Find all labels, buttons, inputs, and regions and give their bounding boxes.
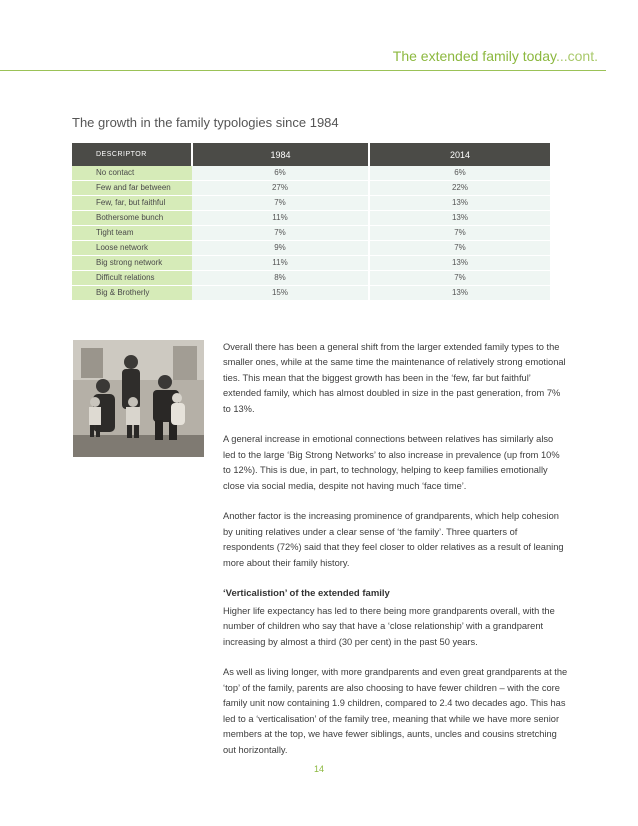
descriptor-cell: Tight team (72, 226, 192, 241)
body-text (223, 340, 568, 773)
value-1984-cell: 8% (192, 271, 369, 286)
value-1984-cell: 11% (192, 256, 369, 271)
table-row (72, 256, 550, 271)
value-1984-cell: 15% (192, 286, 369, 301)
paragraph-fewer-children: As well as living longer, with more grandparents and even great grandparents at the ‘top’ of the family, parents are also choosing to have fewer children – with the core family unit now containing 1.9 children, compared to 2.4 two decades ago. This has led to a ‘verticalisation’ of the family tree, meaning that while we have more senior members at the top, we have fewer siblings, aunts, uncles and cousins stretching out horizontally. (223, 667, 568, 755)
table-row (72, 226, 550, 241)
descriptor-cell: Difficult relations (72, 271, 192, 286)
descriptor-cell: Big strong network (72, 256, 192, 271)
table-row (72, 181, 550, 196)
table-row (72, 196, 550, 211)
family-photo (73, 340, 204, 457)
descriptor-cell: Big & Brotherly (72, 286, 192, 301)
table-row (72, 241, 550, 256)
subheading-verticalisation: ‘Verticalistion’ of the extended family (223, 588, 390, 600)
value-2014-cell: 13% (369, 286, 550, 301)
paragraph-emotional-connections: A general increase in emotional connections between relatives has similarly also led to the large ‘Big Strong Networks’ to also increase in prevalence (up from 10% to 12%). This is due, in part, to technology, helping to keep families emotionally close via social media, despite not having much ‘face time’. (223, 434, 560, 491)
table-row (72, 211, 550, 226)
descriptor-cell: Few, far, but faithful (72, 196, 192, 211)
descriptor-cell: No contact (72, 166, 192, 181)
column-header-2014: 2014 (369, 143, 550, 166)
column-header-1984: 1984 (192, 143, 369, 166)
header-title-suffix: ...cont. (555, 48, 598, 64)
value-2014-cell: 22% (369, 181, 550, 196)
value-1984-cell: 7% (192, 226, 369, 241)
header-title-main: The extended family today (392, 48, 556, 64)
paragraph-life-expectancy: Higher life expectancy has led to there being more grandparents overall, with the number of children who say that have a ‘close relationship’ with a grandparent increasing by almost a third (30 per cent) in the past 50 years. (223, 605, 555, 647)
descriptor-cell: Bothersome bunch (72, 211, 192, 226)
value-1984-cell: 27% (192, 181, 369, 196)
descriptor-cell: Few and far between (72, 181, 192, 196)
table-row (72, 166, 550, 181)
value-1984-cell: 9% (192, 241, 369, 256)
page-number: 14 (313, 764, 324, 774)
value-2014-cell: 13% (369, 211, 550, 226)
family-photo-icon (73, 340, 204, 457)
value-2014-cell: 13% (369, 256, 550, 271)
value-2014-cell: 7% (369, 226, 550, 241)
paragraph-shift: Overall there has been a general shift from the larger extended family types to the smaller ones, while at the same time the maintenance of relatively strong emotional ties. This mean that the biggest growth has been in the ‘few, far but faithful’ extended family, which has almost doubled in size in the past generation, from 7% to 13%. (223, 342, 566, 414)
value-2014-cell: 13% (369, 196, 550, 211)
header-title (393, 48, 598, 64)
value-1984-cell: 11% (192, 211, 369, 226)
paragraph-grandparents: Another factor is the increasing prominence of grandparents, which help cohesion by uniting relatives under a clear sense of ‘the family’. Three quarters of respondents (72%) said that they feel closer to older relatives as a result of leaning more about their family history. (223, 511, 564, 568)
table-row (72, 286, 550, 301)
column-header-descriptor: DESCRIPTOR (72, 143, 192, 166)
table-header-row (72, 143, 550, 166)
descriptor-cell: Loose network (72, 241, 192, 256)
typologies-table (72, 143, 550, 301)
value-2014-cell: 7% (369, 271, 550, 286)
header-divider (0, 70, 606, 71)
value-2014-cell: 7% (369, 241, 550, 256)
section-title: The growth in the family typologies since 1984 (72, 115, 339, 130)
table-row (72, 271, 550, 286)
value-2014-cell: 6% (369, 166, 550, 181)
value-1984-cell: 6% (192, 166, 369, 181)
value-1984-cell: 7% (192, 196, 369, 211)
